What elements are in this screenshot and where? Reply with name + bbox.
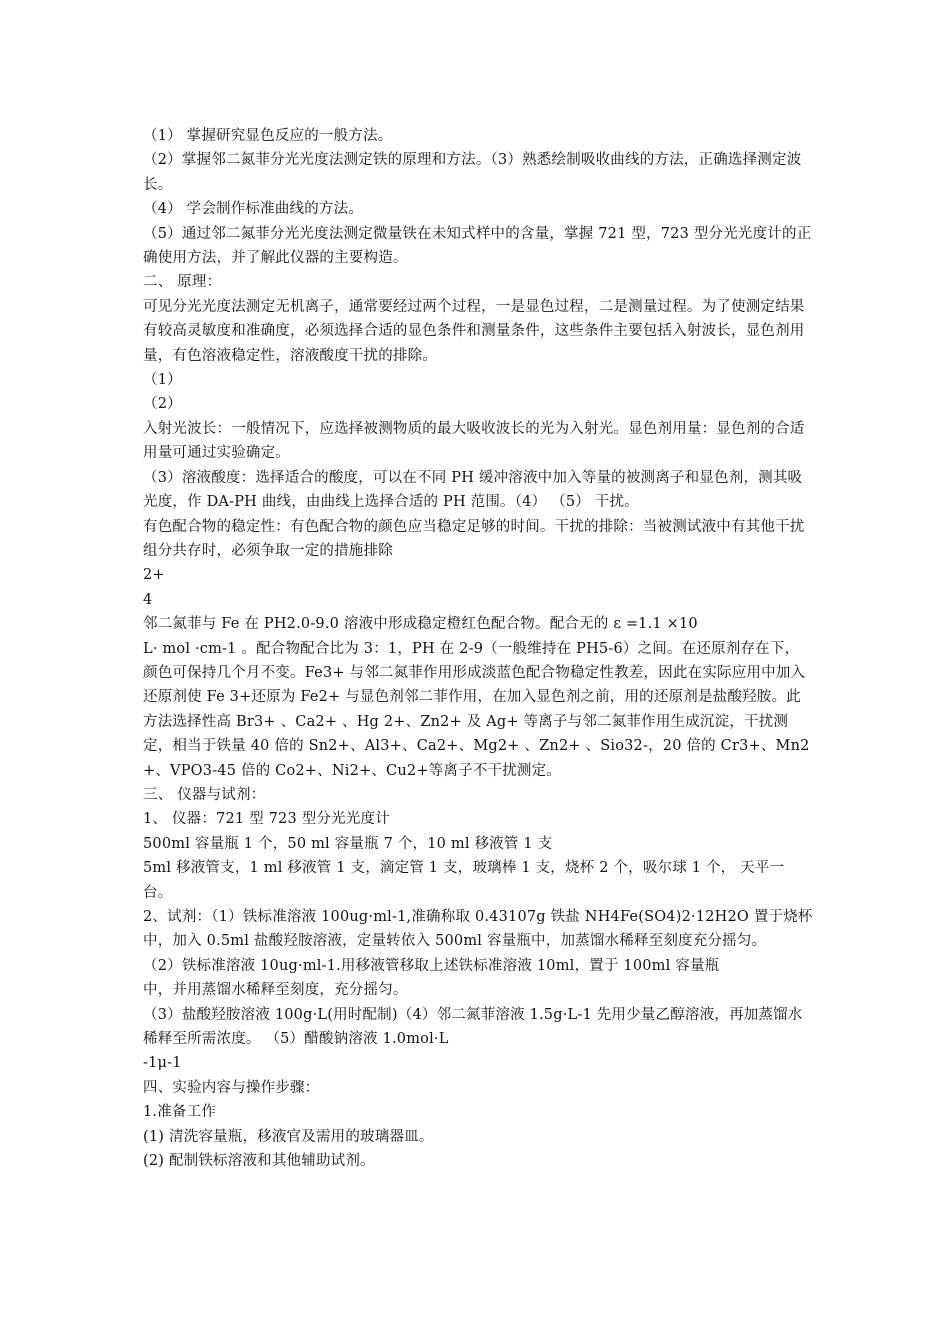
paragraph-objective-2-3: （2）掌握邻二氮菲分光光度法测定铁的原理和方法。（3）熟悉绘制吸收曲线的方法，正确选择测定波长。 (143, 152, 802, 193)
document-body (143, 124, 813, 1173)
paragraph-reagent-2: （2）铁标准溶液 10ug·ml-1.用移液管移取上述铁标准溶液 10ml，置于 100ml 容量瓶 (143, 957, 720, 974)
paragraph-superscript-4: 4 (143, 591, 153, 608)
paragraph-reagent-3-5: （3）盐酸羟胺溶液 100g·L(用时配制)（4）邻二氮菲溶液 1.5g·L-1 先用少量乙醇溶液，再加蒸馏水稀释至所需浓度。 （5）醋酸钠溶液 1.0mol·L (143, 1006, 803, 1048)
section-heading-procedure: 四、实验内容与操作步骤： (143, 1079, 320, 1096)
paragraph-acidity: （3）溶液酸度：选择适合的酸度，可以在不同 PH 缓冲溶液中加入等量的被测离子和显色剂，测其吸光度，作 DA-PH 曲线，由曲线上选择合适的 PH 范围。（4） （5） 干扰。 (143, 469, 803, 511)
paragraph-wavelength: 入射光波长：一般情况下，应选择被测物质的最大吸收波长的光为入射光。显色剂用量：显色剂的合适用量可通过实验确定。 (143, 420, 805, 462)
paragraph-principle-intro: 可见分光光度法测定无机离子，通常要经过两个过程，一是显色过程，二是测量过程。为了使测定结果有较高灵敏度和准确度，必须选择合适的显色条件和测量条件，这些条件主要包括入射波长，显色剂用量，有色溶液稳定性，溶液酸度干扰的排除。 (143, 298, 805, 364)
paragraph-item-2: （2） (143, 396, 182, 413)
paragraph-glassware-2: 5ml 移液管支，1 ml 移液管 1 支，滴定管 1 支，玻璃棒 1 支，烧杯 2 个，吸尔球 1 个， 天平一台。 (143, 860, 785, 901)
section-heading-principle: 二、 原理： (143, 274, 222, 291)
paragraph-complex-formation: 邻二氮菲与 Fe 在 PH2.0-9.0 溶液中形成稳定橙红色配合物。配合无的 ε =1.1 ×10 (143, 616, 698, 633)
paragraph-objective-4: （4） 学会制作标准曲线的方法。 (143, 201, 364, 218)
paragraph-objective-5: （5）通过邻二氮菲分光光度法测定微量铁在未知式样中的含量，掌握 721 型，723 型分光光度计的正确使用方法，并了解此仪器的主要构造。 (143, 225, 812, 267)
paragraph-reagent-1-cont: 中，加入 0.5ml 盐酸羟胺溶液，定量转依入 500ml 容量瓶中，加蒸馏水稀释至刻度充分摇匀。 (143, 933, 767, 950)
section-heading-instruments: 三、 仪器与试剂： (143, 786, 266, 803)
paragraph-step-2: (2) 配制铁标溶液和其他辅助试剂。 (143, 1153, 375, 1170)
paragraph-glassware-1: 500ml 容量瓶 1 个，50 ml 容量瓶 7 个，10 ml 移液管 1 支 (143, 835, 553, 852)
paragraph-complex-details: L· mol ·cm-1 。配合物配合比为 3：1，PH 在 2-9（一般维持在 PH5-6）之间。在还原剂存在下，颜色可保持几个月不变。Fe3+ 与邻二氮菲作用形成淡蓝色配合物稳定性教差，因此在实际应用中加入还原剂使 Fe 3+还原为 Fe2+ 与显色剂邻二菲作用，在加入显色剂之前，用的还原剂是盐酸羟胺。此方法选择性高 Br3+ 、Ca2+ 、Hg 2+、Zn2+ 及 Ag+ 等离子与邻二氮菲作用生成沉淀，干扰测定，相当于铁量 40 倍的 Sn2+、Al3+、Ca2+、Mg2+ 、Zn2+ 、Sio32-，20 倍的 Cr3+、Mn2+、VPO3-45 倍的 Co2+、Ni2+、Cu2+等离子不干扰测定。 (143, 640, 810, 779)
paragraph-superscript-2plus: 2+ (143, 567, 165, 584)
paragraph-item-1: （1） (143, 372, 182, 389)
paragraph-reagent-2-cont: 中，并用蒸馏水稀释至刻度，充分摇匀。 (143, 982, 408, 999)
paragraph-unit-superscript: -1μ-1 (143, 1055, 182, 1072)
paragraph-preparation: 1.准备工作 (143, 1104, 217, 1121)
paragraph-step-1: (1) 清洗容量瓶，移液官及需用的玻璃器皿。 (143, 1128, 434, 1145)
paragraph-instrument: 1、 仪器：721 型 723 型分光光度计 (143, 811, 390, 828)
paragraph-reagent-1: 2、试剂：（1）铁标准溶液 100ug·ml-1,准确称取 0.43107g 铁盐 NH4Fe(SO4)2·12H2O 置于烧杯 (143, 909, 813, 925)
paragraph-objective-1: （1） 掌握研究显色反应的一般方法。 (143, 128, 393, 144)
paragraph-stability: 有色配合物的稳定性：有色配合物的颜色应当稳定足够的时间。干扰的排除：当被测试液中有其他干扰组分共存时，必须争取一定的措施排除 (143, 518, 805, 559)
